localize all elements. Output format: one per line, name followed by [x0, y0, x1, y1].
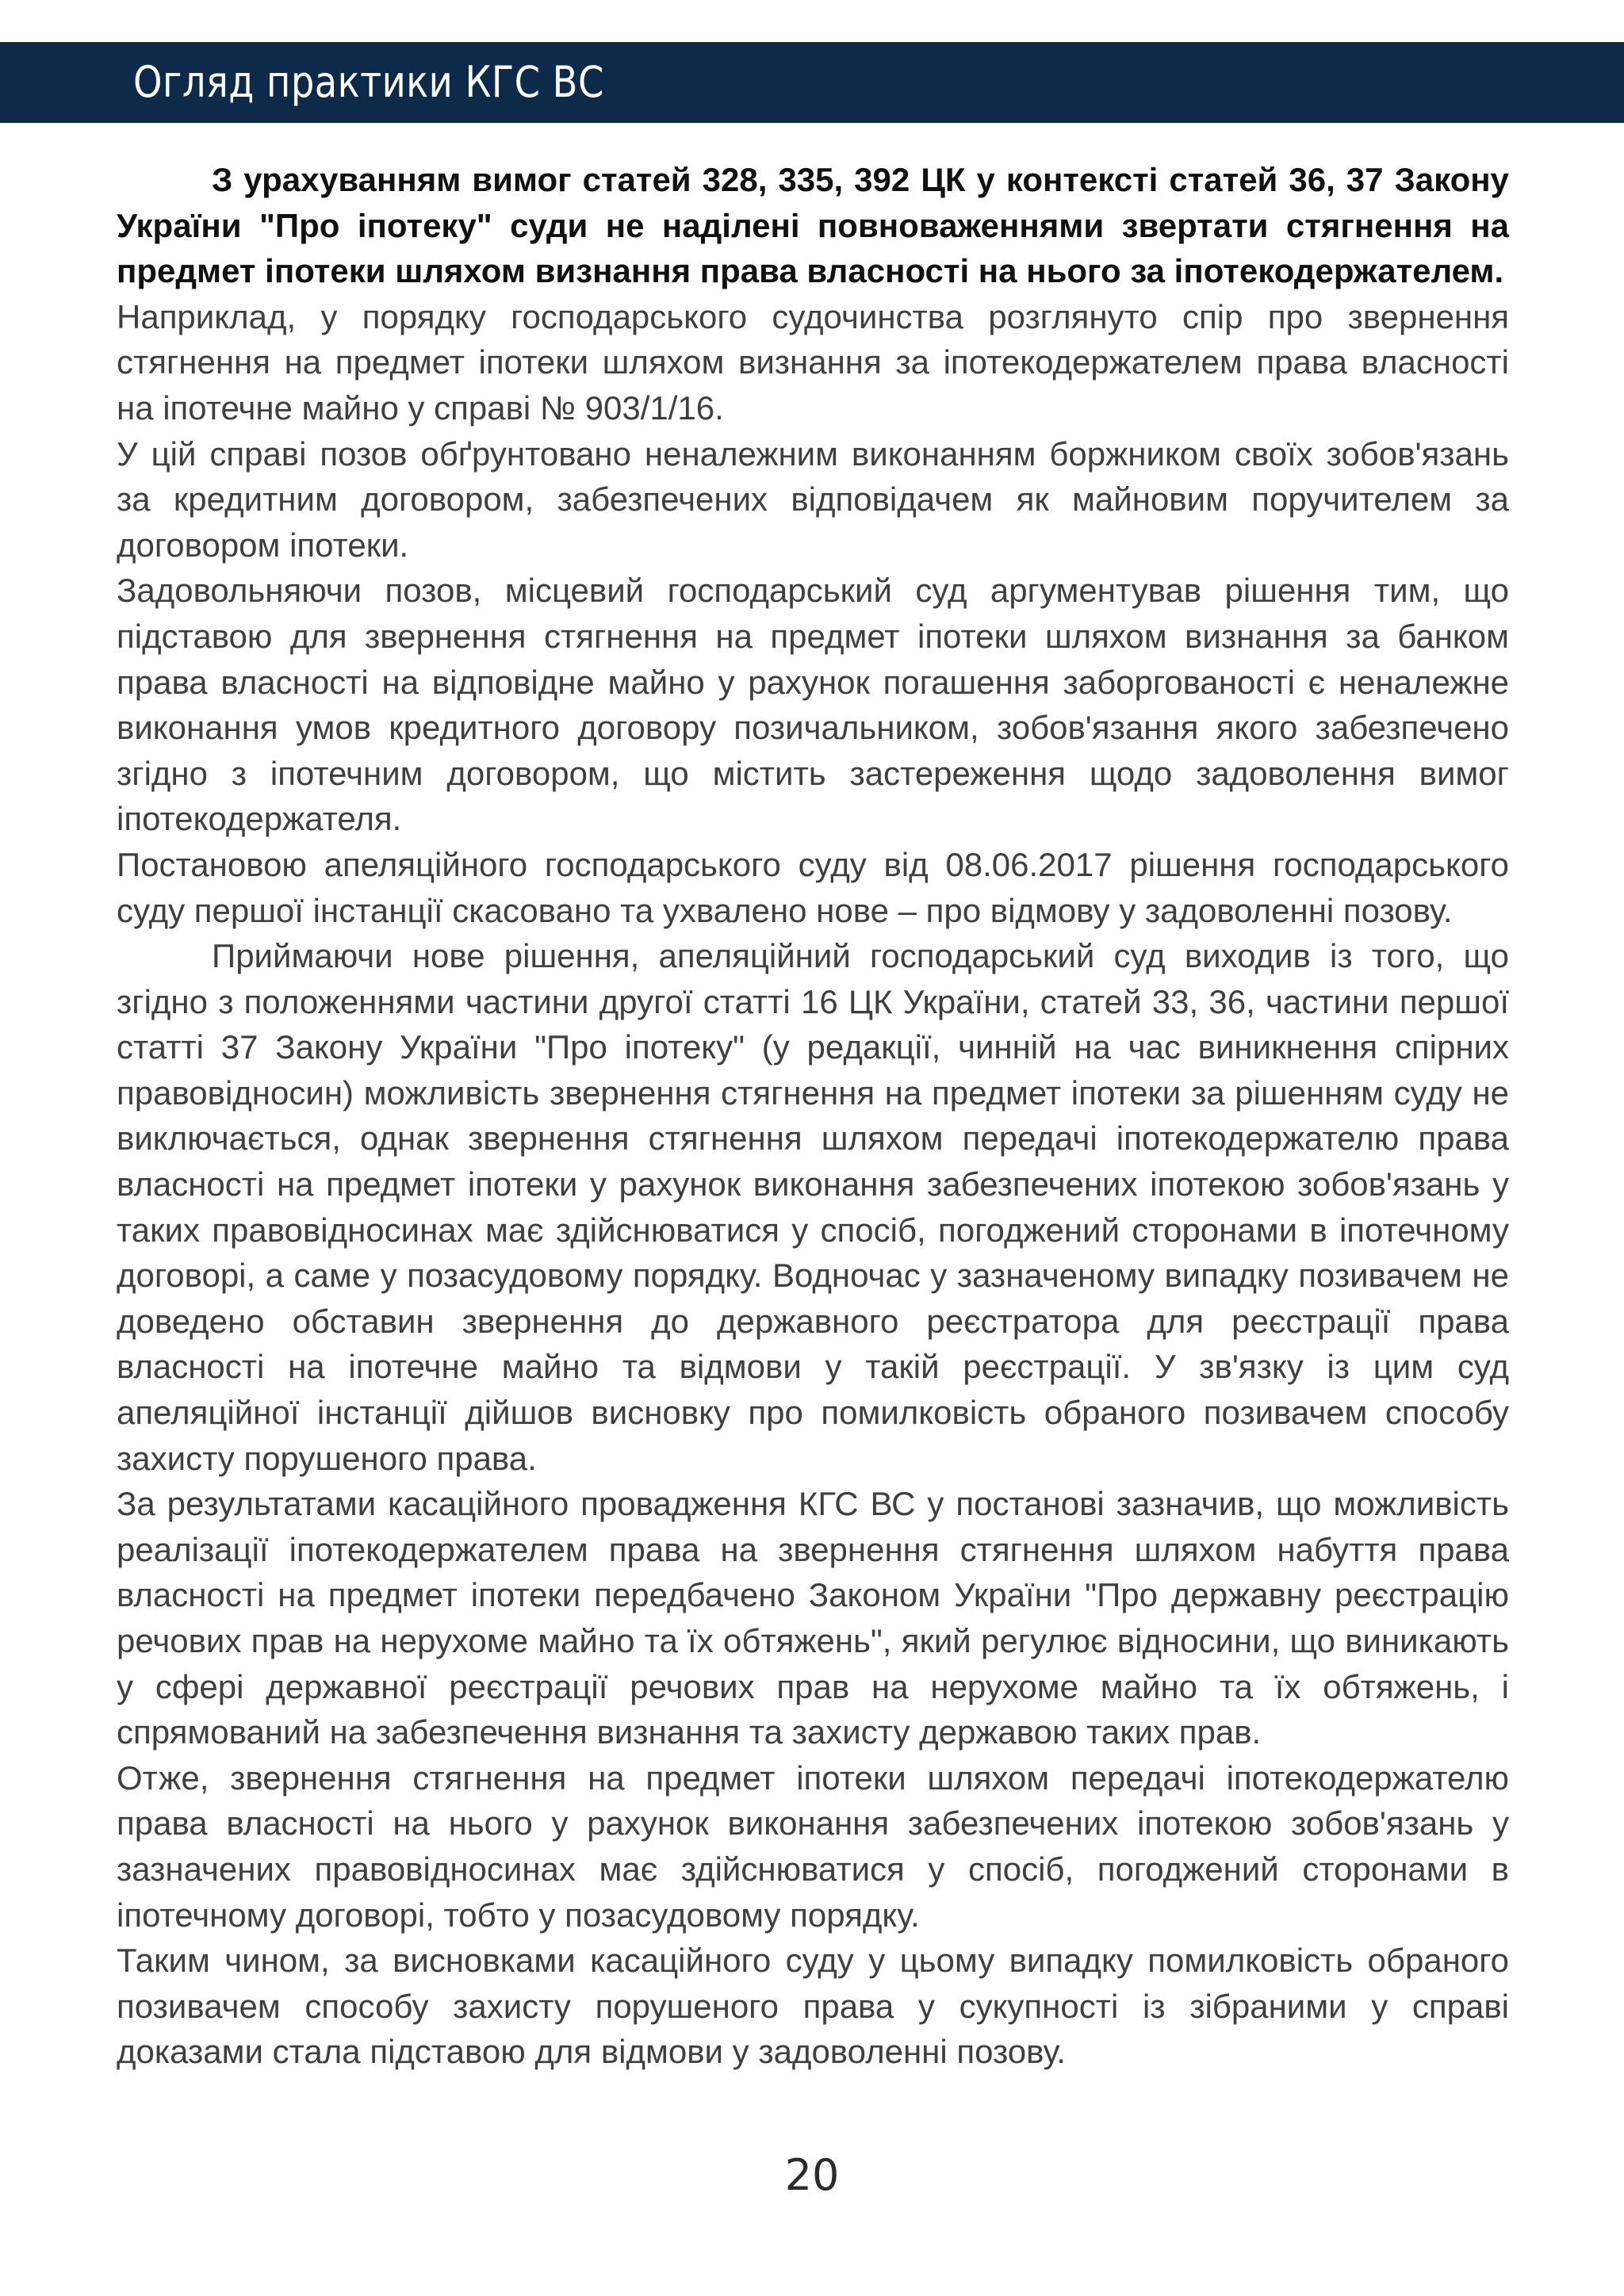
summary-paragraph: З урахуванням вимог статей 328, 335, 392 ЦК у контексті статей 36, 37 Закону України "Про іпотеку" суди не наділені повноваженнями звертати стягнення на предмет іпотеки шляхом визнання права власності на нього за іпотекодержателем.: [117, 161, 1509, 290]
body-paragraph: Таким чином, за висновками касаційного суду у цьому випадку помилковість обраного позивачем способу захисту порушеного права у сукупності із зібраними у справі доказами стала підставою для відмови у задоволенні позову.: [117, 1942, 1509, 2071]
body-paragraph: Задовольняючи позов, місцевий господарський суд аргументував рішення тим, що підставою для звернення стягнення на предмет іпотеки шляхом визнання за банком права власності на відповідне майно у рахунок погашення заборгованості є неналежне виконання умов кредитного договору позичальником, зобов'язання якого забезпечено згідно з іпотечним договором, що містить застереження щодо задоволення вимог іпотекодержателя.: [117, 572, 1509, 838]
header-band: [0, 42, 1624, 123]
body-paragraph: Приймаючи нове рішення, апеляційний господарський суд виходив із того, що згідно з положеннями частини другої статті 16 ЦК України, статей 33, 36, частини першої статті 37 Закону України "Про іпотеку" (у редакції, чинній на час виникнення спірних правовідносин) можливість звернення стягнення на предмет іпотеки за рішенням суду не виключається, однак звернення стягнення шляхом передачі іпотекодержателю права власності на предмет іпотеки у рахунок виконання забезпечених іпотекою зобов'язань у таких правовідносинах має здійснюватися у спосіб, погоджений сторонами в іпотечному договорі, а саме у позасудовому порядку. Водночас у зазначеному випадку позивачем не доведено обставин звернення до державного реєстратора для реєстрації права власності на іпотечне майно та відмови у такій реєстрації. У зв'язку із цим суд апеляційної інстанції дійшов висновку про помилковість обраного позивачем способу захисту порушеного права.: [117, 937, 1509, 1477]
body-paragraph: Наприклад, у порядку господарського судочинства розглянуто спір про звернення стягнення на предмет іпотеки шляхом визнання за іпотекодержателем права власності на іпотечне майно у справі № 903/1/16.: [117, 297, 1509, 427]
header-title: Огляд практики КГС ВС: [133, 57, 604, 107]
body-paragraph: Постановою апеляційного господарського суду від 08.06.2017 рішення господарського суду першої інстанції скасовано та ухвалено нове – про відмову у задоволенні позову.: [117, 845, 1509, 929]
body-paragraph: За результатами касаційного провадження КГС ВС у постанові зазначив, що можливість реалізації іпотекодержателем права на звернення стягнення шляхом набуття права власності на предмет іпотеки передбачено Законом України "Про державну реєстрацію речових прав на нерухоме майно та їх обтяжень", який регулює відносини, що виникають у сфері державної реєстрації речових прав на нерухоме майно та їх обтяжень, і спрямований на забезпечення визнання та захисту державою таких прав.: [117, 1485, 1509, 1751]
body-paragraph: Отже, звернення стягнення на предмет іпотеки шляхом передачі іпотекодержателю права власності на нього у рахунок виконання забезпечених іпотекою зобов'язань у зазначених правовідносинах має здійснюватися у спосіб, погоджений сторонами в іпотечному договорі, тобто у позасудовому порядку.: [117, 1758, 1509, 1934]
body-paragraph: У цій справі позов обґрунтовано неналежним виконанням боржником своїх зобов'язань за кредитним договором, забезпечених відповідачем як майновим поручителем за договором іпотеки.: [117, 434, 1509, 564]
document-body: [117, 157, 1509, 2075]
page-number: 20: [784, 2150, 840, 2200]
